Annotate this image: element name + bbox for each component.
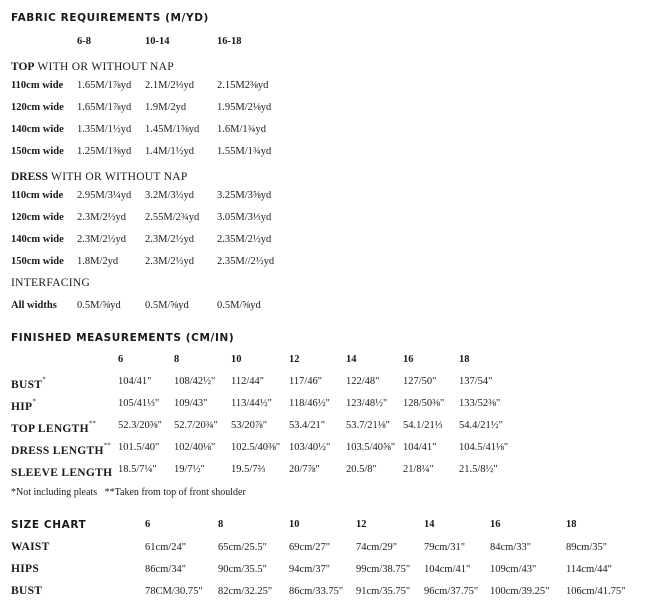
- finished-cell: 109/43": [174, 398, 208, 409]
- footnote: *Not including pleats **Taken from top of front shoulder: [11, 487, 246, 498]
- finished-cell: 118/46½": [289, 398, 330, 409]
- finished-size-header: 6: [118, 354, 124, 365]
- fabric-cell: 1.9M/2yd: [145, 102, 187, 113]
- fabric-cell: 2.95M/3¼yd: [77, 190, 132, 201]
- finished-cell: 112/44": [231, 376, 265, 387]
- finished-size-header: 12: [289, 354, 300, 365]
- finished-cell: 21/8¼": [403, 464, 434, 475]
- finished-row-label-text: TOP LENGTH: [11, 423, 89, 435]
- fabric-row-label: 110cm wide: [11, 190, 64, 201]
- fabric-cell: 2.35M/2½yd: [217, 234, 272, 245]
- fabric-cell: 3.2M/3½yd: [145, 190, 195, 201]
- finished-cell: 103/40½": [289, 442, 331, 453]
- finished-row-label-text: HIP: [11, 401, 33, 413]
- size-chart-cell: 104cm/41": [424, 564, 471, 575]
- top-section-heading: [11, 57, 174, 75]
- finished-cell: 53/20⅞": [231, 420, 268, 431]
- fabric-cell: 2.3M/2½yd: [77, 234, 127, 245]
- fabric-cell: 2.1M/2⅓yd: [145, 80, 195, 91]
- finished-size-header: 10: [231, 354, 242, 365]
- fabric-cell: 2.3M/2½yd: [77, 212, 127, 223]
- fabric-cell: 1.95M/2⅛yd: [217, 102, 272, 113]
- finished-cell: 19.5/7⅔: [231, 464, 266, 475]
- fabric-cell: 1.45M/1⅝yd: [145, 124, 200, 135]
- footnote-mark: *: [42, 375, 46, 384]
- finished-cell: 19/7½": [174, 464, 205, 475]
- fabric-size-header: 10-14: [145, 36, 170, 47]
- size-chart-cell: 78CM/30.75": [145, 586, 203, 597]
- finished-cell: 104/41": [118, 376, 152, 387]
- fabric-cell: 1.6M/1¾yd: [217, 124, 267, 135]
- size-chart-cell: 114cm/44": [566, 564, 612, 575]
- fabric-cell: 0.5M/⅝yd: [217, 300, 261, 311]
- footnote-mark: **: [88, 419, 96, 428]
- finished-cell: 54.4/21½": [459, 420, 503, 431]
- size-chart-cell: 82cm/32.25": [218, 586, 273, 597]
- fabric-size-header: 16-18: [217, 36, 242, 47]
- finished-cell: 103.5/40⅝": [346, 442, 396, 453]
- size-chart-title: SIZE CHART: [11, 519, 87, 531]
- finished-cell: 102.5/40⅜": [231, 442, 281, 453]
- finished-cell: 21.5/8½": [459, 464, 498, 475]
- size-chart-cell: 65cm/25.5": [218, 542, 267, 553]
- finished-cell: 104.5/41⅛": [459, 442, 509, 453]
- finished-cell: 102/40⅛": [174, 442, 216, 453]
- fabric-cell: 1.65M/1⅞yd: [77, 80, 132, 91]
- finished-size-header: 16: [403, 354, 414, 365]
- interfacing-heading: INTERFACING: [11, 277, 91, 289]
- finished-row-label: [11, 375, 46, 393]
- finished-cell: 127/50": [403, 376, 437, 387]
- finished-cell: 105/41⅓": [118, 398, 160, 409]
- finished-cell: 52.7/20¾": [174, 420, 218, 431]
- footnote-mark: *: [32, 397, 36, 406]
- finished-cell: 54.1/21⅓: [403, 420, 443, 431]
- size-chart-row-label: BUST: [11, 585, 43, 597]
- fabric-cell: 1.65M/1⅞yd: [77, 102, 132, 113]
- size-chart-cell: 69cm/27": [289, 542, 331, 553]
- fabric-row-label: 150cm wide: [11, 146, 64, 157]
- size-chart-cell: 99cm/38.75": [356, 564, 411, 575]
- fabric-cell: 1.35M/1½yd: [77, 124, 132, 135]
- finished-cell: 18.5/7¼": [118, 464, 157, 475]
- size-chart-cell: 74cm/29": [356, 542, 398, 553]
- finished-cell: 122/48": [346, 376, 380, 387]
- fabric-cell: 0.5M/⅝yd: [145, 300, 189, 311]
- size-chart-header: 10: [289, 519, 300, 530]
- fabric-row-label: 150cm wide: [11, 256, 64, 267]
- dress-heading-rest: WITH OR WITHOUT NAP: [48, 171, 188, 183]
- finished-cell: 123/48½": [346, 398, 388, 409]
- finished-cell: 137/54": [459, 376, 493, 387]
- size-chart-cell: 89cm/35": [566, 542, 608, 553]
- size-chart-cell: 84cm/33": [490, 542, 532, 553]
- fabric-row-label: 120cm wide: [11, 102, 64, 113]
- size-chart-header: 8: [218, 519, 224, 530]
- fabric-cell: 2.55M/2¾yd: [145, 212, 200, 223]
- size-chart-cell: 109cm/43": [490, 564, 537, 575]
- fabric-row-label: 140cm wide: [11, 124, 64, 135]
- finished-cell: 52.3/20⅝": [118, 420, 162, 431]
- finished-size-header: 14: [346, 354, 357, 365]
- size-chart-cell: 86cm/33.75": [289, 586, 344, 597]
- fabric-requirements-title: FABRIC REQUIREMENTS (M/YD): [11, 12, 209, 24]
- finished-row-label-text: SLEEVE LENGTH: [11, 467, 113, 479]
- fabric-row-label: 120cm wide: [11, 212, 64, 223]
- size-chart-cell: 61cm/24": [145, 542, 187, 553]
- fabric-cell: 2.15M2⅜yd: [217, 80, 269, 91]
- size-chart-cell: 94cm/37": [289, 564, 331, 575]
- finished-row-label: [11, 441, 111, 459]
- dress-section-heading: [11, 167, 188, 185]
- finished-row-label-text: DRESS LENGTH: [11, 445, 104, 457]
- fabric-size-header: 6-8: [77, 36, 91, 47]
- size-chart-cell: 79cm/31": [424, 542, 466, 553]
- finished-cell: 117/46": [289, 376, 323, 387]
- size-chart-header: 12: [356, 519, 367, 530]
- finished-row-label-text: BUST: [11, 379, 43, 391]
- finished-size-header: 18: [459, 354, 470, 365]
- fabric-cell: 3.25M/3⅝yd: [217, 190, 272, 201]
- dress-heading-bold: DRESS: [11, 171, 49, 183]
- size-chart-cell: 90cm/35.5": [218, 564, 267, 575]
- size-chart-header: 18: [566, 519, 577, 530]
- finished-row-label: [11, 419, 96, 437]
- finished-cell: 108/42½": [174, 376, 216, 387]
- fabric-cell: 2.3M/2½yd: [145, 256, 195, 267]
- finished-cell: 20.5/8": [346, 464, 377, 475]
- fabric-cell: 1.25M/1⅜yd: [77, 146, 132, 157]
- fabric-row-label: 110cm wide: [11, 80, 64, 91]
- size-chart-cell: 100cm/39.25": [490, 586, 550, 597]
- top-heading-bold: TOP: [11, 61, 35, 73]
- top-heading-rest: WITH OR WITHOUT NAP: [34, 61, 174, 73]
- finished-cell: 101.5/40": [118, 442, 160, 453]
- size-chart-cell: 91cm/35.75": [356, 586, 411, 597]
- fabric-cell: 3.05M/3⅓yd: [217, 212, 272, 223]
- finished-cell: 53.4/21": [289, 420, 326, 431]
- finished-cell: 104/41": [403, 442, 437, 453]
- finished-row-label: [11, 397, 36, 415]
- size-chart-header: 14: [424, 519, 435, 530]
- fabric-row-label: All widths: [11, 300, 57, 311]
- fabric-cell: 1.4M/1½yd: [145, 146, 195, 157]
- finished-cell: 20/7⅞": [289, 464, 320, 475]
- size-chart-cell: 96cm/37.75": [424, 586, 479, 597]
- fabric-cell: 1.55M/1¾yd: [217, 146, 272, 157]
- fabric-cell: 0.5M/⅝yd: [77, 300, 121, 311]
- size-chart-row-label: HIPS: [11, 563, 40, 575]
- finished-cell: 128/50⅜": [403, 398, 445, 409]
- size-chart-header: 16: [490, 519, 501, 530]
- footnote-mark: **: [103, 441, 111, 450]
- size-chart-cell: 86cm/34": [145, 564, 187, 575]
- finished-cell: 53.7/21⅛": [346, 420, 390, 431]
- size-chart-header: 6: [145, 519, 151, 530]
- finished-row-label: [11, 463, 112, 481]
- finished-size-header: 8: [174, 354, 180, 365]
- size-chart-cell: 106cm/41.75": [566, 586, 626, 597]
- finished-cell: 113/44½": [231, 398, 272, 409]
- size-chart-row-label: WAIST: [11, 541, 50, 553]
- fabric-cell: 2.35M//2½yd: [217, 256, 275, 267]
- finished-cell: 133/52⅜": [459, 398, 501, 409]
- finished-measurements-title: FINISHED MEASUREMENTS (CM/IN): [11, 332, 235, 344]
- fabric-cell: 2.3M/2½yd: [145, 234, 195, 245]
- fabric-row-label: 140cm wide: [11, 234, 64, 245]
- fabric-cell: 1.8M/2yd: [77, 256, 119, 267]
